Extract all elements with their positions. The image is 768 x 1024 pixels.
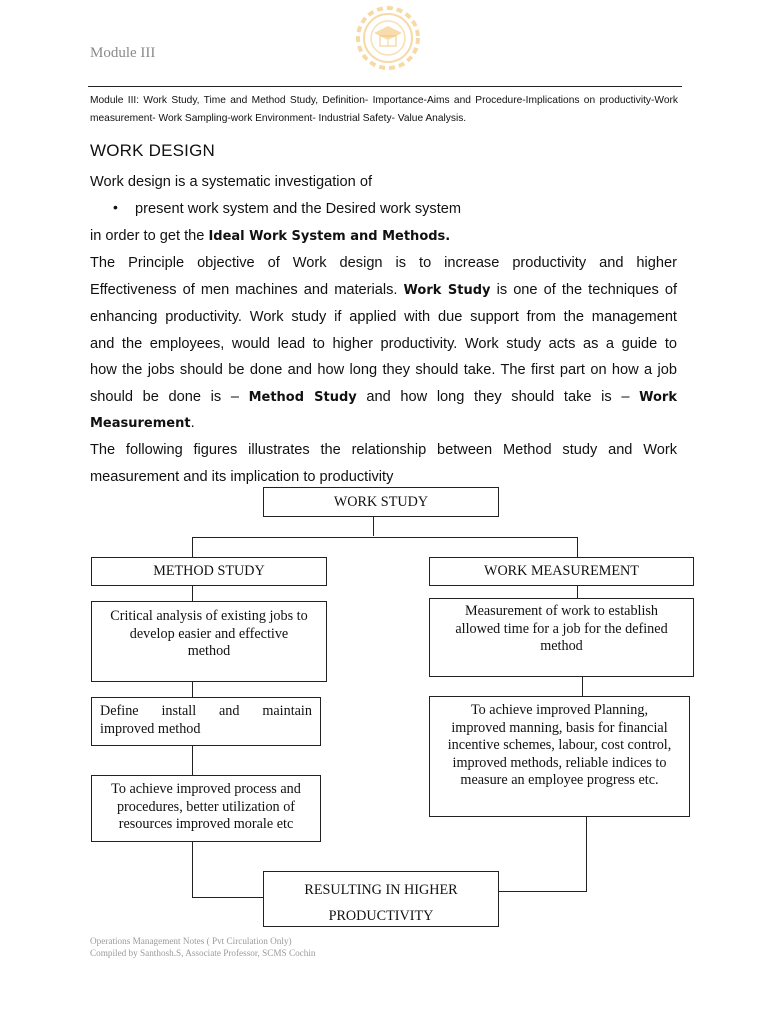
connector-right-down [577, 537, 578, 557]
work-measurement-label: WORK MEASUREMENT [484, 563, 639, 579]
section-title: WORK DESIGN [90, 141, 215, 160]
footer-line-1: Operations Management Notes ( Pvt Circulation Only) [90, 936, 292, 946]
planning-line-5: measure an employee progress etc. [460, 772, 659, 789]
connector-root [373, 517, 374, 536]
goal-prefix: in order to get the [90, 228, 209, 244]
planning-line-4: improved methods, reliable indices to [452, 754, 667, 771]
connector-right-2 [582, 676, 583, 696]
critical-analysis-line-1: Critical analysis of existing jobs to [110, 608, 308, 624]
process-line-1: To achieve improved process and [111, 781, 301, 797]
para-line-6c: and how long they should take is – [356, 389, 640, 405]
measurement-box [429, 598, 694, 677]
para-line-1: The Principle objective of Work design is to increase productivity and higher [90, 255, 677, 271]
work-study-label: WORK STUDY [333, 494, 429, 510]
planning-line-3: incentive schemes, labour, cost control, [447, 737, 672, 754]
critical-analysis-line-3: method [187, 643, 231, 660]
result-box [263, 871, 499, 927]
critical-analysis-box [91, 601, 327, 682]
connector-right-3 [586, 816, 587, 891]
planning-line-2: improved manning, basis for financial [451, 719, 668, 736]
para-line-6 [90, 387, 677, 408]
para-line-4: and the employees, would lead to higher productivity. Work study acts as a guide to [90, 336, 677, 352]
define-install-box [91, 697, 321, 746]
connector-left-3 [192, 745, 193, 775]
define-install-line-1 [100, 703, 312, 721]
planning-line-1: To achieve improved Planning, [470, 702, 649, 718]
result-line-2: PRODUCTIVITY [328, 908, 434, 924]
method-study-term: Method Study [248, 390, 357, 405]
para-line-6a: should be done is – [90, 389, 249, 405]
connector-left-2 [192, 681, 193, 697]
measurement-line-3: method [540, 638, 583, 655]
para-line-3: enhancing productivity. Work study if applied with due support from the management [90, 309, 677, 325]
module-summary: Module III: Work Study, Time and Method Study, Definition- Importance-Aims and Procedure-Implications on productivity-Work measurement- Work Sampling-work Environment- Industrial Safety- Value Analysis. [90, 95, 678, 124]
connector-left-4 [192, 841, 193, 897]
result-line-1: RESULTING IN HIGHER [304, 882, 458, 898]
connector-branch [192, 537, 577, 538]
measurement-line-1: Measurement of work to establish [464, 603, 659, 619]
work-term: Work [639, 390, 677, 405]
footer-line-2: Compiled by Santhosh.S, Associate Professor, SCMS Cochin [90, 948, 316, 958]
connector-right-1 [577, 585, 578, 598]
header-rule [88, 86, 682, 87]
define-word: Define [100, 703, 139, 719]
goal-bold: Ideal Work System and Methods. [208, 229, 451, 244]
method-study-box [91, 557, 327, 586]
and-word: and [218, 703, 240, 719]
maintain-word: maintain [262, 703, 312, 719]
method-study-label: METHOD STUDY [153, 563, 265, 579]
measurement-line-2: allowed time for a job for the defined [455, 620, 668, 637]
connector-left-1 [192, 585, 193, 601]
para-line-7b: . [190, 415, 195, 431]
planning-box [429, 696, 690, 817]
para-line-2c: is one of the techniques of [490, 282, 677, 298]
measurement-term: Measurement [90, 416, 191, 431]
intro-text: Work design is a systematic investigation of [90, 174, 372, 190]
college-logo [350, 0, 426, 76]
process-line-3: resources improved morale etc [118, 816, 294, 833]
figure-intro-2: measurement and its implication to productivity [90, 469, 394, 485]
para-line-2 [90, 280, 677, 301]
module-label: Module III [90, 45, 156, 61]
para-line-5: how the jobs should be done and how long they should take. The first part on how a job [90, 362, 677, 378]
critical-analysis-line-2: develop easier and effective [129, 625, 289, 642]
connector-left-down [192, 537, 193, 557]
connector-left-result [192, 897, 264, 898]
bullet-icon: • [113, 199, 118, 215]
para-line-2a: Effectiveness of men machines and materials. [90, 282, 404, 298]
work-study-box [263, 487, 499, 517]
figure-intro-1: The following figures illustrates the relationship between Method study and Work [90, 442, 677, 458]
work-study-term: Work Study [403, 283, 491, 298]
process-line-2: procedures, better utilization of [116, 798, 296, 815]
para-line-7 [90, 413, 677, 434]
connector-right-result [499, 891, 587, 892]
process-box [91, 775, 321, 842]
bullet-text: present work system and the Desired work system [135, 201, 462, 217]
goal-line [90, 226, 677, 247]
install-word: install [161, 703, 197, 719]
work-measurement-box [429, 557, 694, 586]
define-install-line-2: improved method [100, 720, 201, 737]
